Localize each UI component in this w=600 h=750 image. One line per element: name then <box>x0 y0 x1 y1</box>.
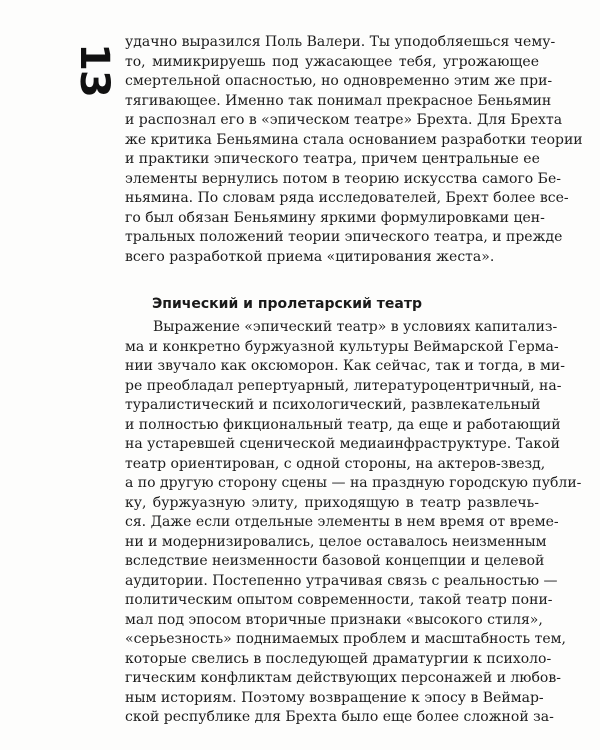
text-line: ным историям. Поэтому возвращение к эпосу в Веймар- <box>125 689 544 706</box>
text-line: то, мимикрируешь под ужасающее тебя, угрожающее <box>125 53 539 70</box>
paragraph-main <box>125 318 582 728</box>
text-line: и полностью фикциональный театр, да еще и работающий <box>125 416 561 433</box>
text-line: ньямина. По словам ряда исследователей, Брехт более все- <box>125 190 569 206</box>
text-line: тягивающее. Именно так понимал прекрасное Беньямин <box>125 92 552 109</box>
text-line: же критика Беньямина стала основанием разработки теории <box>125 131 583 148</box>
text-line: гическим конфликтам действующих персонажей и любов- <box>125 670 561 686</box>
text-line: ской республике для Брехта было еще более сложной за- <box>125 709 554 725</box>
text-line: и распознал его в «эпическом театре» Брехта. Для Брехта <box>125 112 563 128</box>
text-line: Выражение «эпический театр» в условиях капитализ- <box>153 319 558 335</box>
text-line: удачно выразился Поль Валери. Ты уподобляешься чему- <box>125 34 556 50</box>
text-line: театр ориентирован, с одной стороны, на актеров-звезд, <box>125 455 546 472</box>
text-line: ся. Даже если отдельные элементы в нем время от време- <box>125 514 559 530</box>
text-line: ма и конкретно буржуазной культуры Веймарской Герма- <box>125 338 559 355</box>
text-line: смертельной опасностью, но одновременно этим же при- <box>125 73 553 89</box>
page-number <box>72 40 116 100</box>
text-line: аудитории. Постепенно утрачивая связь с реальностью — <box>125 572 558 589</box>
text-line: вследствие неизменности базовой концепции и целевой <box>125 553 545 569</box>
section-heading: Эпический и пролетарский театр <box>152 296 422 312</box>
text-line: нии звучало как оксюморон. Как сейчас, так и тогда, в ми- <box>125 358 565 374</box>
text-line: политическим опытом современности, такой театр пони- <box>125 592 553 608</box>
text-line: тральных положений теории эпического театра, и прежде <box>125 229 563 245</box>
text-line: элементы вернулись потом в теорию искусства самого Бе- <box>125 170 561 187</box>
text-line: на устаревшей сценической медиаинфраструктуре. Такой <box>125 436 560 452</box>
paragraph-top <box>125 33 583 267</box>
text-line: ре преобладал репертуарный, литературоцентричный, на- <box>125 377 562 394</box>
page-number-text: 13 <box>71 43 118 97</box>
text-line: го был обязан Беньямину яркими формулировками цен- <box>125 209 545 226</box>
text-line: всего разработкой приема «цитирования жеста». <box>125 248 495 265</box>
text-line: «серьезность» поднимаемых проблем и масштабность тем, <box>125 631 566 647</box>
text-line: ни и модернизировались, целое оставалось неизменным <box>125 533 547 550</box>
text-line: которые свелись в последующей драматургии к психоло- <box>125 650 552 667</box>
text-line: мал под эпосом вторичные признаки «высокого стиля», <box>125 611 543 628</box>
text-line: и практики эпического театра, причем центральные ее <box>125 151 540 167</box>
text-line: а по другую сторону сцены — на праздную городскую публи- <box>125 475 582 491</box>
text-line: туралистический и психологический, развлекательный <box>125 397 541 413</box>
text-line: ку, буржуазную элиту, приходящую в театр развлечь- <box>125 494 539 511</box>
